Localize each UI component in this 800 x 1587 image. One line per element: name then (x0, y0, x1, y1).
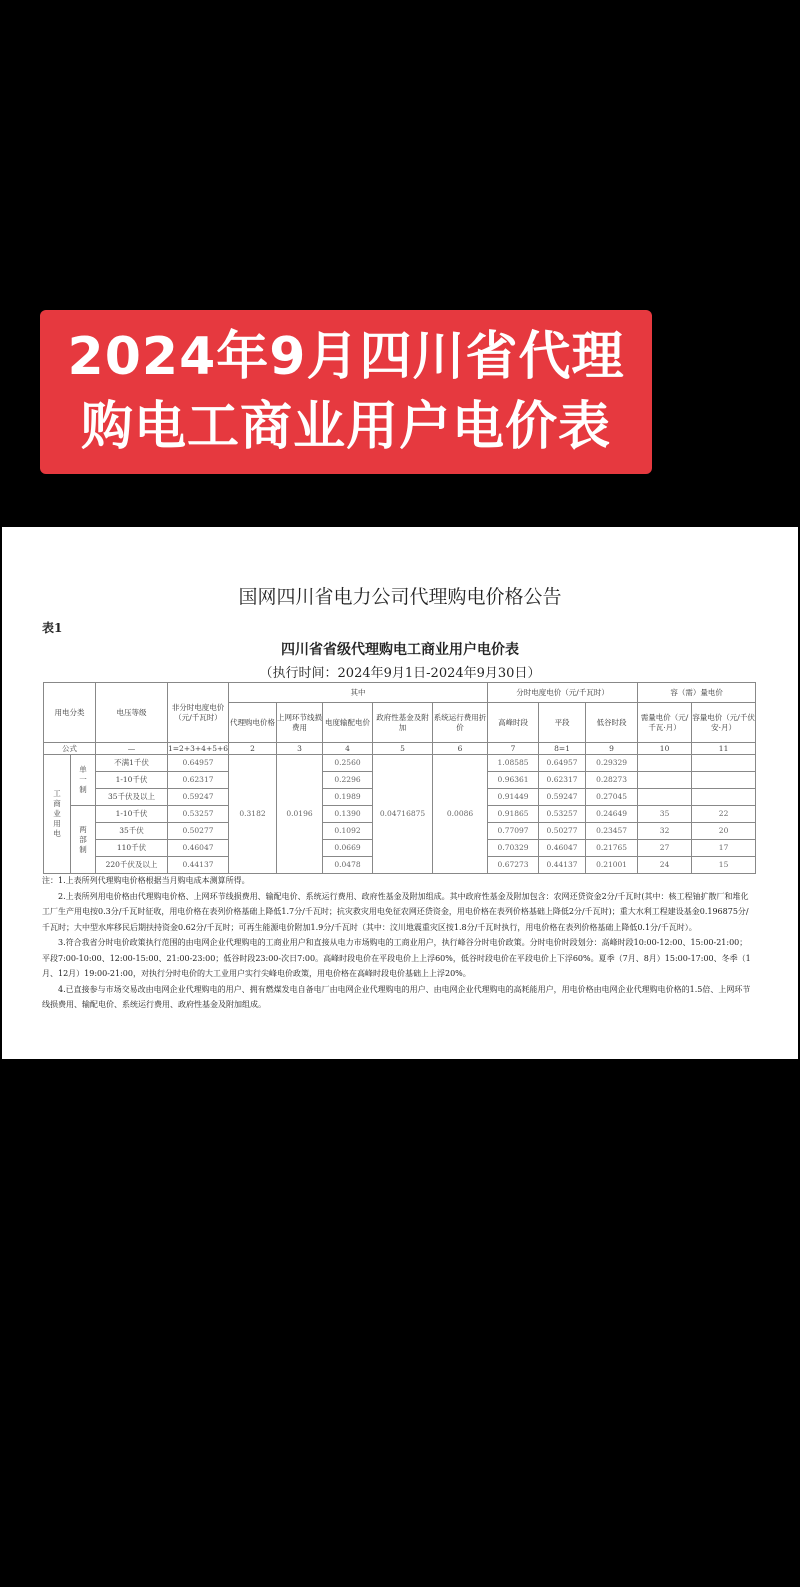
header-category: 用电分类 (44, 683, 96, 743)
title-banner (40, 310, 652, 474)
formula-cell: 3 (277, 743, 323, 755)
table-row (44, 755, 756, 772)
flat-cell: 0.46047 (539, 840, 586, 857)
peak-cell: 0.91449 (488, 789, 539, 806)
formula-cell: 10 (638, 743, 692, 755)
non-tou-cell: 0.50277 (168, 823, 229, 840)
transmission-cell: 0.2560 (323, 755, 373, 772)
peak-cell: 0.70329 (488, 840, 539, 857)
header-row-1 (44, 683, 756, 703)
group-two-label: 两 部 制 (79, 824, 87, 854)
banner-line-2: 购电工商业用户电价表 (80, 397, 611, 457)
group-single-cell (71, 755, 96, 806)
transmission-cell: 0.0669 (323, 840, 373, 857)
non-tou-cell: 0.53257 (168, 806, 229, 823)
non-tou-cell: 0.46047 (168, 840, 229, 857)
formula-cell: — (96, 743, 168, 755)
transmission-cell: 0.2296 (323, 772, 373, 789)
formula-label: 公式 (44, 743, 96, 755)
peak-cell: 1.08585 (488, 755, 539, 772)
header-proxy-price: 代理购电价格 (229, 703, 277, 743)
non-tou-cell: 0.64957 (168, 755, 229, 772)
non-tou-cell: 0.62317 (168, 772, 229, 789)
flat-cell: 0.50277 (539, 823, 586, 840)
flat-cell: 0.53257 (539, 806, 586, 823)
note-1: 注：1.上表所列代理购电价格根据当月购电成本测算所得。 (42, 876, 250, 885)
group-two-cell (71, 806, 96, 874)
formula-cell: 2 (229, 743, 277, 755)
formula-cell: 9 (586, 743, 638, 755)
banner-line-1: 2024年9月四川省代理 (67, 327, 625, 387)
valley-cell: 0.21001 (586, 857, 638, 874)
transmission-cell: 0.1390 (323, 806, 373, 823)
header-demand: 需量电价（元/千瓦·月） (638, 703, 692, 743)
demand-cell (638, 755, 692, 772)
formula-cell: 5 (373, 743, 433, 755)
price-table (43, 682, 756, 874)
formula-row (44, 743, 756, 755)
proxy-price-cell: 0.3182 (229, 755, 277, 874)
demand-cell (638, 772, 692, 789)
transmission-cell: 0.1092 (323, 823, 373, 840)
table-title: 四川省省级代理购电工商业用户电价表 (281, 642, 519, 658)
transmission-cell: 0.1989 (323, 789, 373, 806)
peak-cell: 0.96361 (488, 772, 539, 789)
peak-cell: 0.67273 (488, 857, 539, 874)
capacity-cell: 20 (692, 823, 756, 840)
category-main-label: 工 商 业 用 电 (53, 789, 61, 838)
flat-cell: 0.62317 (539, 772, 586, 789)
capacity-cell: 22 (692, 806, 756, 823)
flat-cell: 0.64957 (539, 755, 586, 772)
capacity-cell (692, 755, 756, 772)
valley-cell: 0.28273 (586, 772, 638, 789)
non-tou-cell: 0.44137 (168, 857, 229, 874)
note-2: 2.上表所列用电价格由代理购电价格、上网环节线损费用、输配电价、系统运行费用、政府性基金及附加组成。其中政府性基金及附加包含：农网还贷资金2分/千瓦时(其中：核工程铀扩散厂和堆化工厂生产用电按0.3分/千瓦时征收，用电价格在表列价格基础上降低1.7分/千瓦时；抗灾救灾用电免征农网还贷资金，用电价格在表列价格基础上降低2分/千瓦时)；重大水利工程建设基金0.196875分/千瓦时；大中型水库移民后期扶持资金0.62分/千瓦时；可再生能源电价附加1.9分/千瓦时（其中：汶川地震重灾区按1.8分/千瓦时执行，用电价格在表列价格基础上降低0.1分/千瓦时）。 (42, 891, 749, 932)
voltage-cell: 1-10千伏 (96, 772, 168, 789)
voltage-cell: 110千伏 (96, 840, 168, 857)
capacity-cell (692, 772, 756, 789)
peak-cell: 0.91865 (488, 806, 539, 823)
gov-fund-cell: 0.04716875 (373, 755, 433, 874)
capacity-cell: 15 (692, 857, 756, 874)
demand-cell: 24 (638, 857, 692, 874)
notes-section (42, 873, 754, 1013)
capacity-cell (692, 789, 756, 806)
capacity-cell: 17 (692, 840, 756, 857)
formula-cell: 6 (433, 743, 488, 755)
valley-cell: 0.23457 (586, 823, 638, 840)
header-tou-group: 分时电度电价（元/千瓦时） (488, 683, 638, 703)
voltage-cell: 35千伏 (96, 823, 168, 840)
demand-cell: 32 (638, 823, 692, 840)
formula-cell: 7 (488, 743, 539, 755)
flat-cell: 0.44137 (539, 857, 586, 874)
header-voltage: 电压等级 (96, 683, 168, 743)
header-gov-fund: 政府性基金及附加 (373, 703, 433, 743)
valley-cell: 0.29329 (586, 755, 638, 772)
document-page (2, 527, 798, 1059)
formula-cell: 8=1 (539, 743, 586, 755)
note-4: 4.已直接参与市场交易改由电网企业代理购电的用户、拥有燃煤发电自备电厂由电网企业代理购电的用户、由电网企业代理购电的高耗能用户，用电价格由电网企业代理购电价格的1.5倍、上网环节线损费用、输配电价、系统运行费用、政府性基金及附加组成。 (42, 984, 751, 1009)
valley-cell: 0.27045 (586, 789, 638, 806)
header-peak: 高峰时段 (488, 703, 539, 743)
header-among: 其中 (229, 683, 488, 703)
header-grid-loss: 上网环节线损费用 (277, 703, 323, 743)
note-3: 3.符合我省分时电价政策执行范围的由电网企业代理购电的工商业用户和直接从电力市场购电的工商业用户，执行峰谷分时电价政策。分时电价时段划分：高峰时段10:00-12:00、15:00-21:00；平段7:00-10:00、12:00-15:00、21:00-23:00；低谷时段23:00-次日7:00。高峰时段电价在平段电价上上浮60%，低谷时段电价在平段电价上下浮60%。夏季（7月、8月）15:00-17:00、冬季（1月、12月）19:00-21:00，对执行分时电价的大工业用户实行尖峰电价政策，用电价格在高峰时段电价基础上上浮20%。 (42, 938, 751, 978)
voltage-cell: 1-10千伏 (96, 806, 168, 823)
system-cost-cell: 0.0086 (433, 755, 488, 874)
demand-cell: 27 (638, 840, 692, 857)
header-system-cost: 系统运行费用折价 (433, 703, 488, 743)
voltage-cell: 35千伏及以上 (96, 789, 168, 806)
document-title: 国网四川省电力公司代理购电价格公告 (238, 586, 562, 608)
header-capacity-group: 容（需）量电价 (638, 683, 756, 703)
non-tou-cell: 0.59247 (168, 789, 229, 806)
formula-cell: 1=2+3+4+5+6 (168, 743, 229, 753)
valley-cell: 0.24649 (586, 806, 638, 823)
grid-loss-cell: 0.0196 (277, 755, 323, 874)
voltage-cell: 不满1千伏 (96, 755, 168, 772)
valley-cell: 0.21765 (586, 840, 638, 857)
flat-cell: 0.59247 (539, 789, 586, 806)
header-non-tou: 非分时电度电价（元/千瓦时） (168, 683, 229, 743)
table-label: 表1 (42, 621, 63, 635)
demand-cell: 35 (638, 806, 692, 823)
header-flat: 平段 (539, 703, 586, 743)
table-period: （执行时间：2024年9月1日-2024年9月30日） (259, 666, 541, 681)
peak-cell: 0.77097 (488, 823, 539, 840)
demand-cell (638, 789, 692, 806)
category-main-cell (44, 755, 71, 874)
formula-cell: 4 (323, 743, 373, 755)
header-valley: 低谷时段 (586, 703, 638, 743)
transmission-cell: 0.0478 (323, 857, 373, 874)
formula-cell: 11 (692, 743, 756, 755)
group-single-label: 单 一 制 (79, 765, 87, 794)
header-transmission: 电度输配电价 (323, 703, 373, 743)
voltage-cell: 220千伏及以上 (96, 857, 168, 874)
header-capacity: 容量电价（元/千伏安·月） (692, 703, 756, 743)
